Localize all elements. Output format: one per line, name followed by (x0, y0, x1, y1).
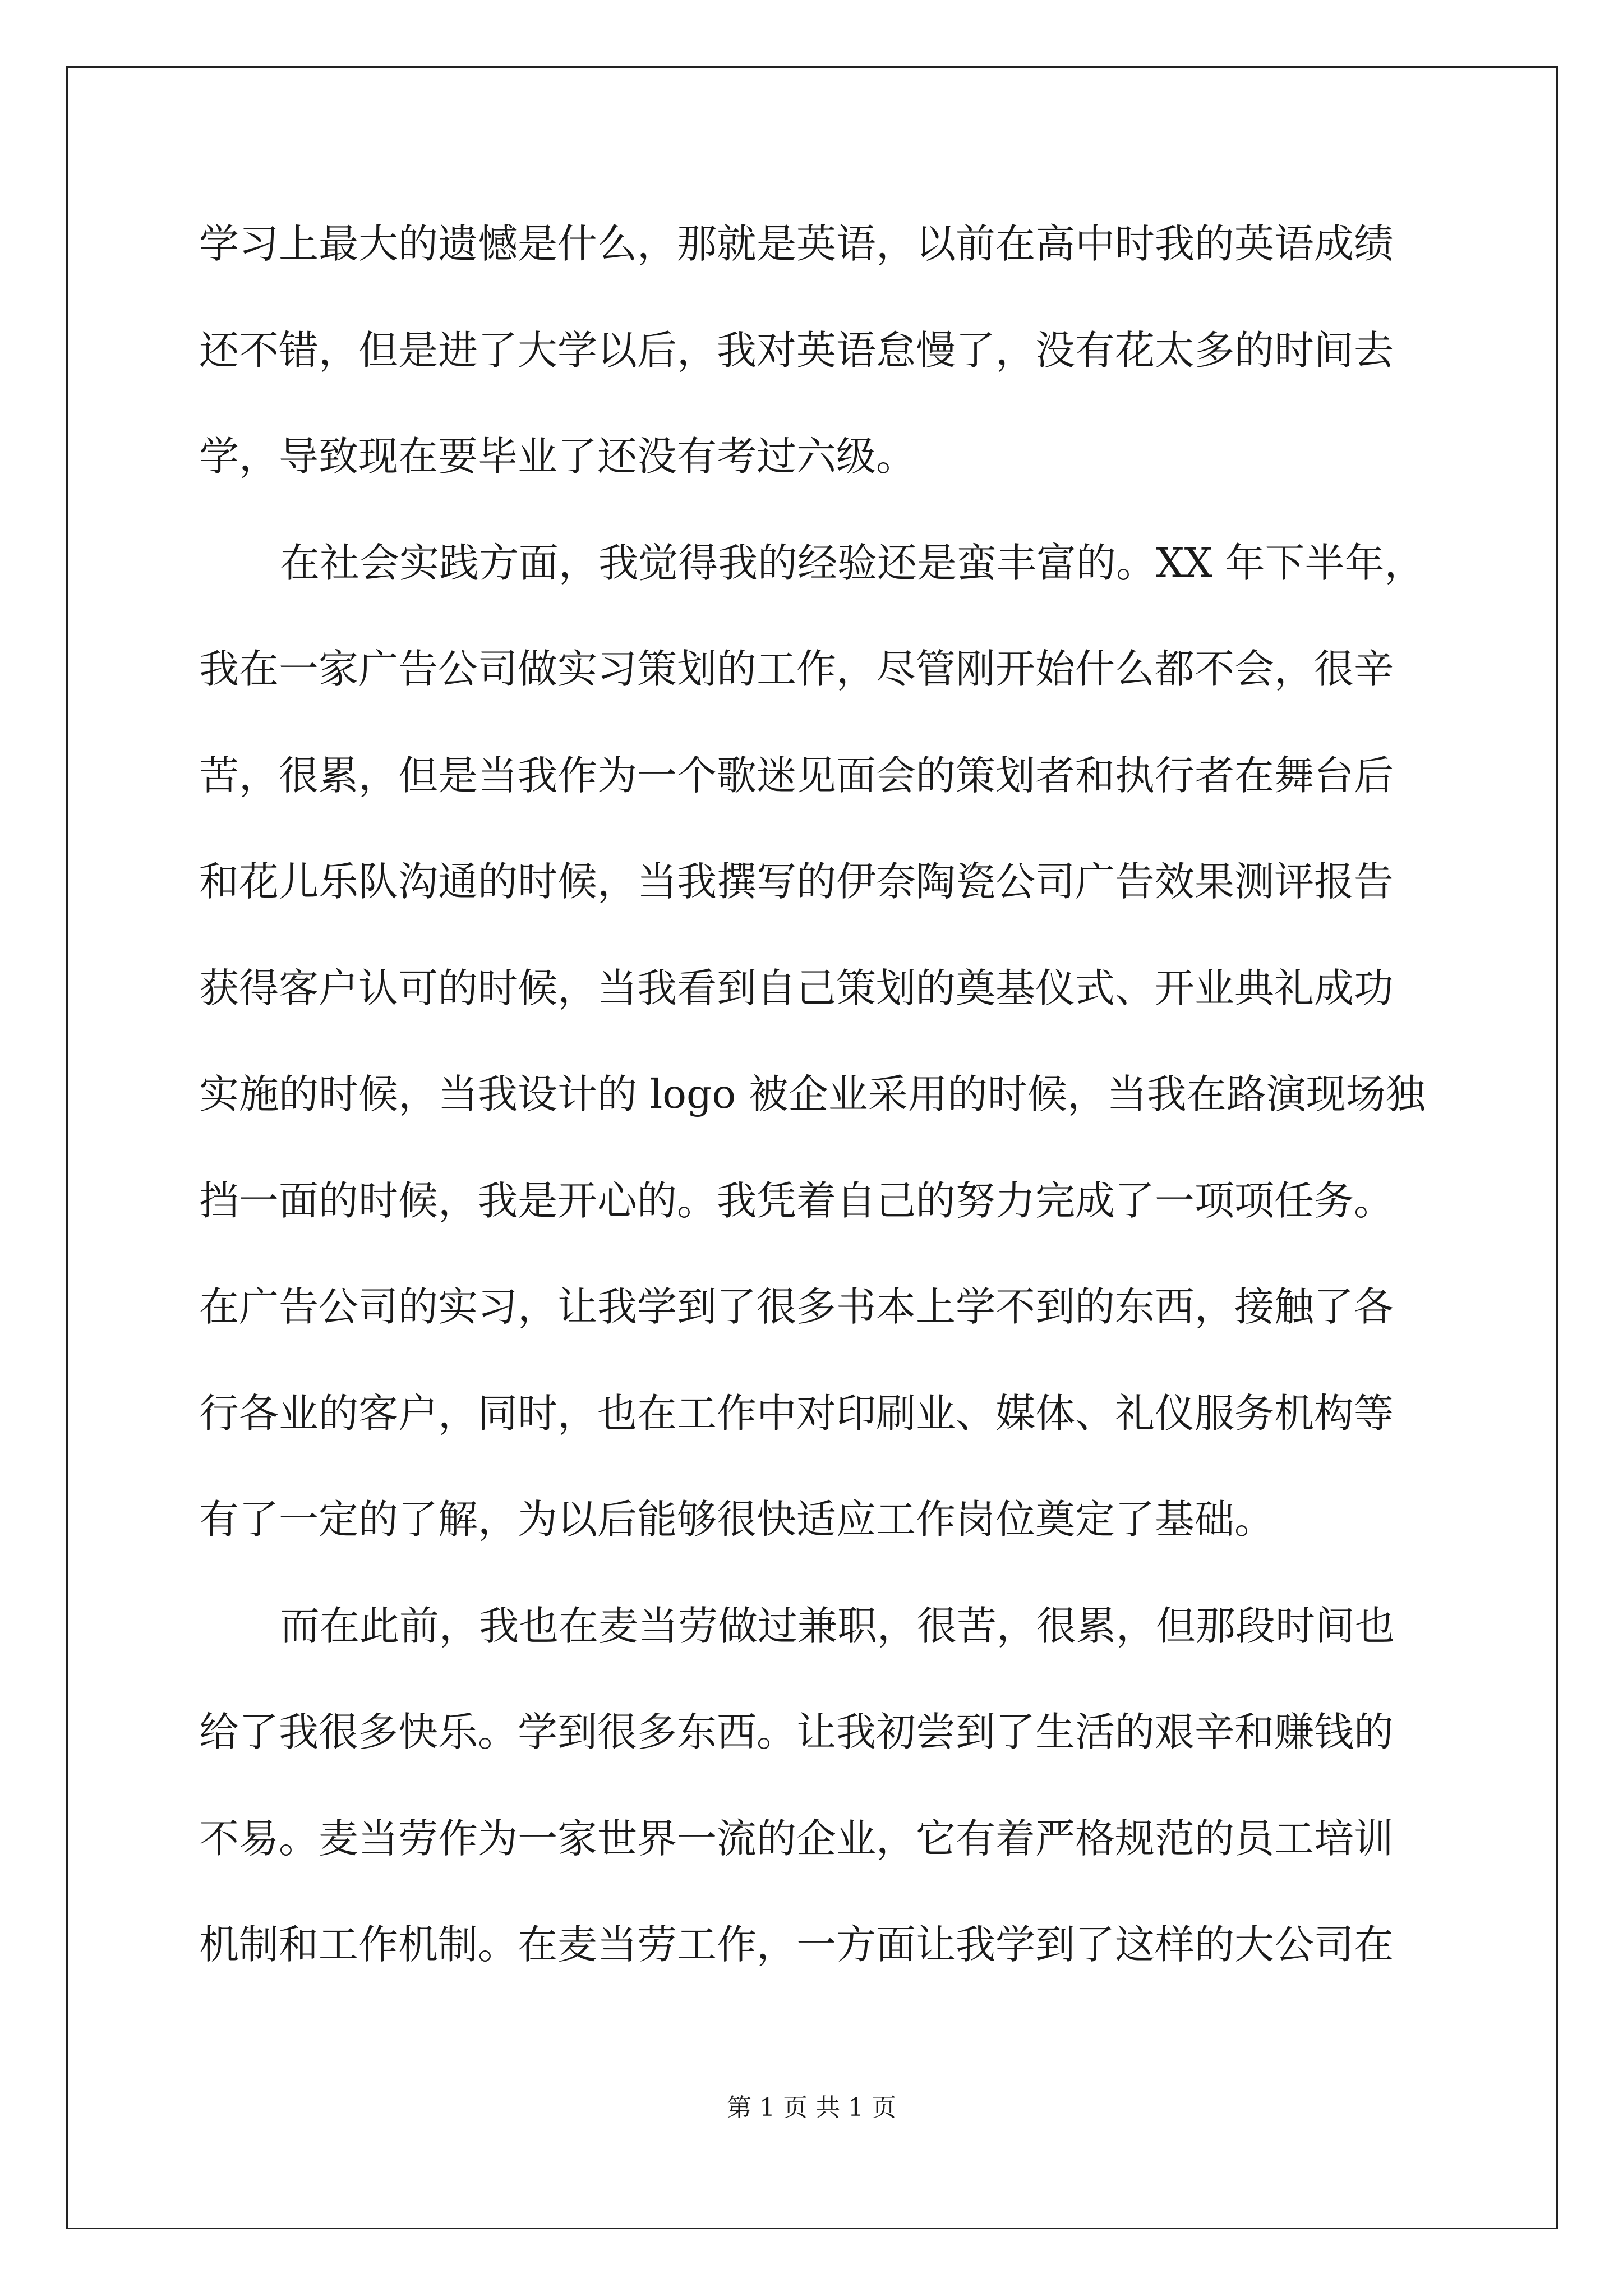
text-line: 挡一面的时候，我是开心的。我凭着自己的努力完成了一项项任务。 (199, 1177, 1394, 1224)
page-number-footer: 第 1 页 共 1 页 (727, 2093, 896, 2122)
text-line: 实施的时候，当我设计的 logo 被企业采用的时候，当我在路演现场独 (199, 1071, 1426, 1117)
text-line: 不易。麦当劳作为一家世界一流的企业，它有着严格规范的员工培训 (199, 1815, 1394, 1862)
text-line: 苦，很累，但是当我作为一个歌迷见面会的策划者和执行者在舞台后 (199, 752, 1394, 799)
text-line: 获得客户认可的时候，当我看到自己策划的奠基仪式、开业典礼成功 (199, 964, 1394, 1011)
paragraph-start-line: 而在此前，我也在麦当劳做过兼职，很苦，很累，但那段时间也 (280, 1602, 1395, 1649)
document-body (199, 191, 1433, 1998)
paragraph-start-line: 在社会实践方面，我觉得我的经验还是蛮丰富的。XX 年下半年， (280, 539, 1424, 586)
text-line: 学，导致现在要毕业了还没有考过六级。 (199, 433, 916, 480)
text-line: 还不错，但是进了大学以后，我对英语怠慢了，没有花太多的时间去 (199, 326, 1394, 374)
text-line: 学习上最大的遗憾是什么，那就是英语，以前在高中时我的英语成绩 (199, 220, 1394, 267)
text-line: 我在一家广告公司做实习策划的工作，尽管刚开始什么都不会，很辛 (199, 646, 1394, 692)
text-line: 给了我很多快乐。学到很多东西。让我初尝到了生活的艰辛和赚钱的 (199, 1709, 1394, 1755)
text-line: 有了一定的了解，为以后能够很快适应工作岗位奠定了基础。 (199, 1496, 1275, 1543)
text-line: 行各业的客户，同时，也在工作中对印刷业、媒体、礼仪服务机构等 (199, 1389, 1394, 1437)
text-line: 机制和工作机制。在麦当劳工作，一方面让我学到了这样的大公司在 (199, 1921, 1394, 1968)
text-line: 和花儿乐队沟通的时候，当我撰写的伊奈陶瓷公司广告效果测评报告 (199, 858, 1394, 905)
text-line: 在广告公司的实习，让我学到了很多书本上学不到的东西，接触了各 (199, 1283, 1394, 1330)
